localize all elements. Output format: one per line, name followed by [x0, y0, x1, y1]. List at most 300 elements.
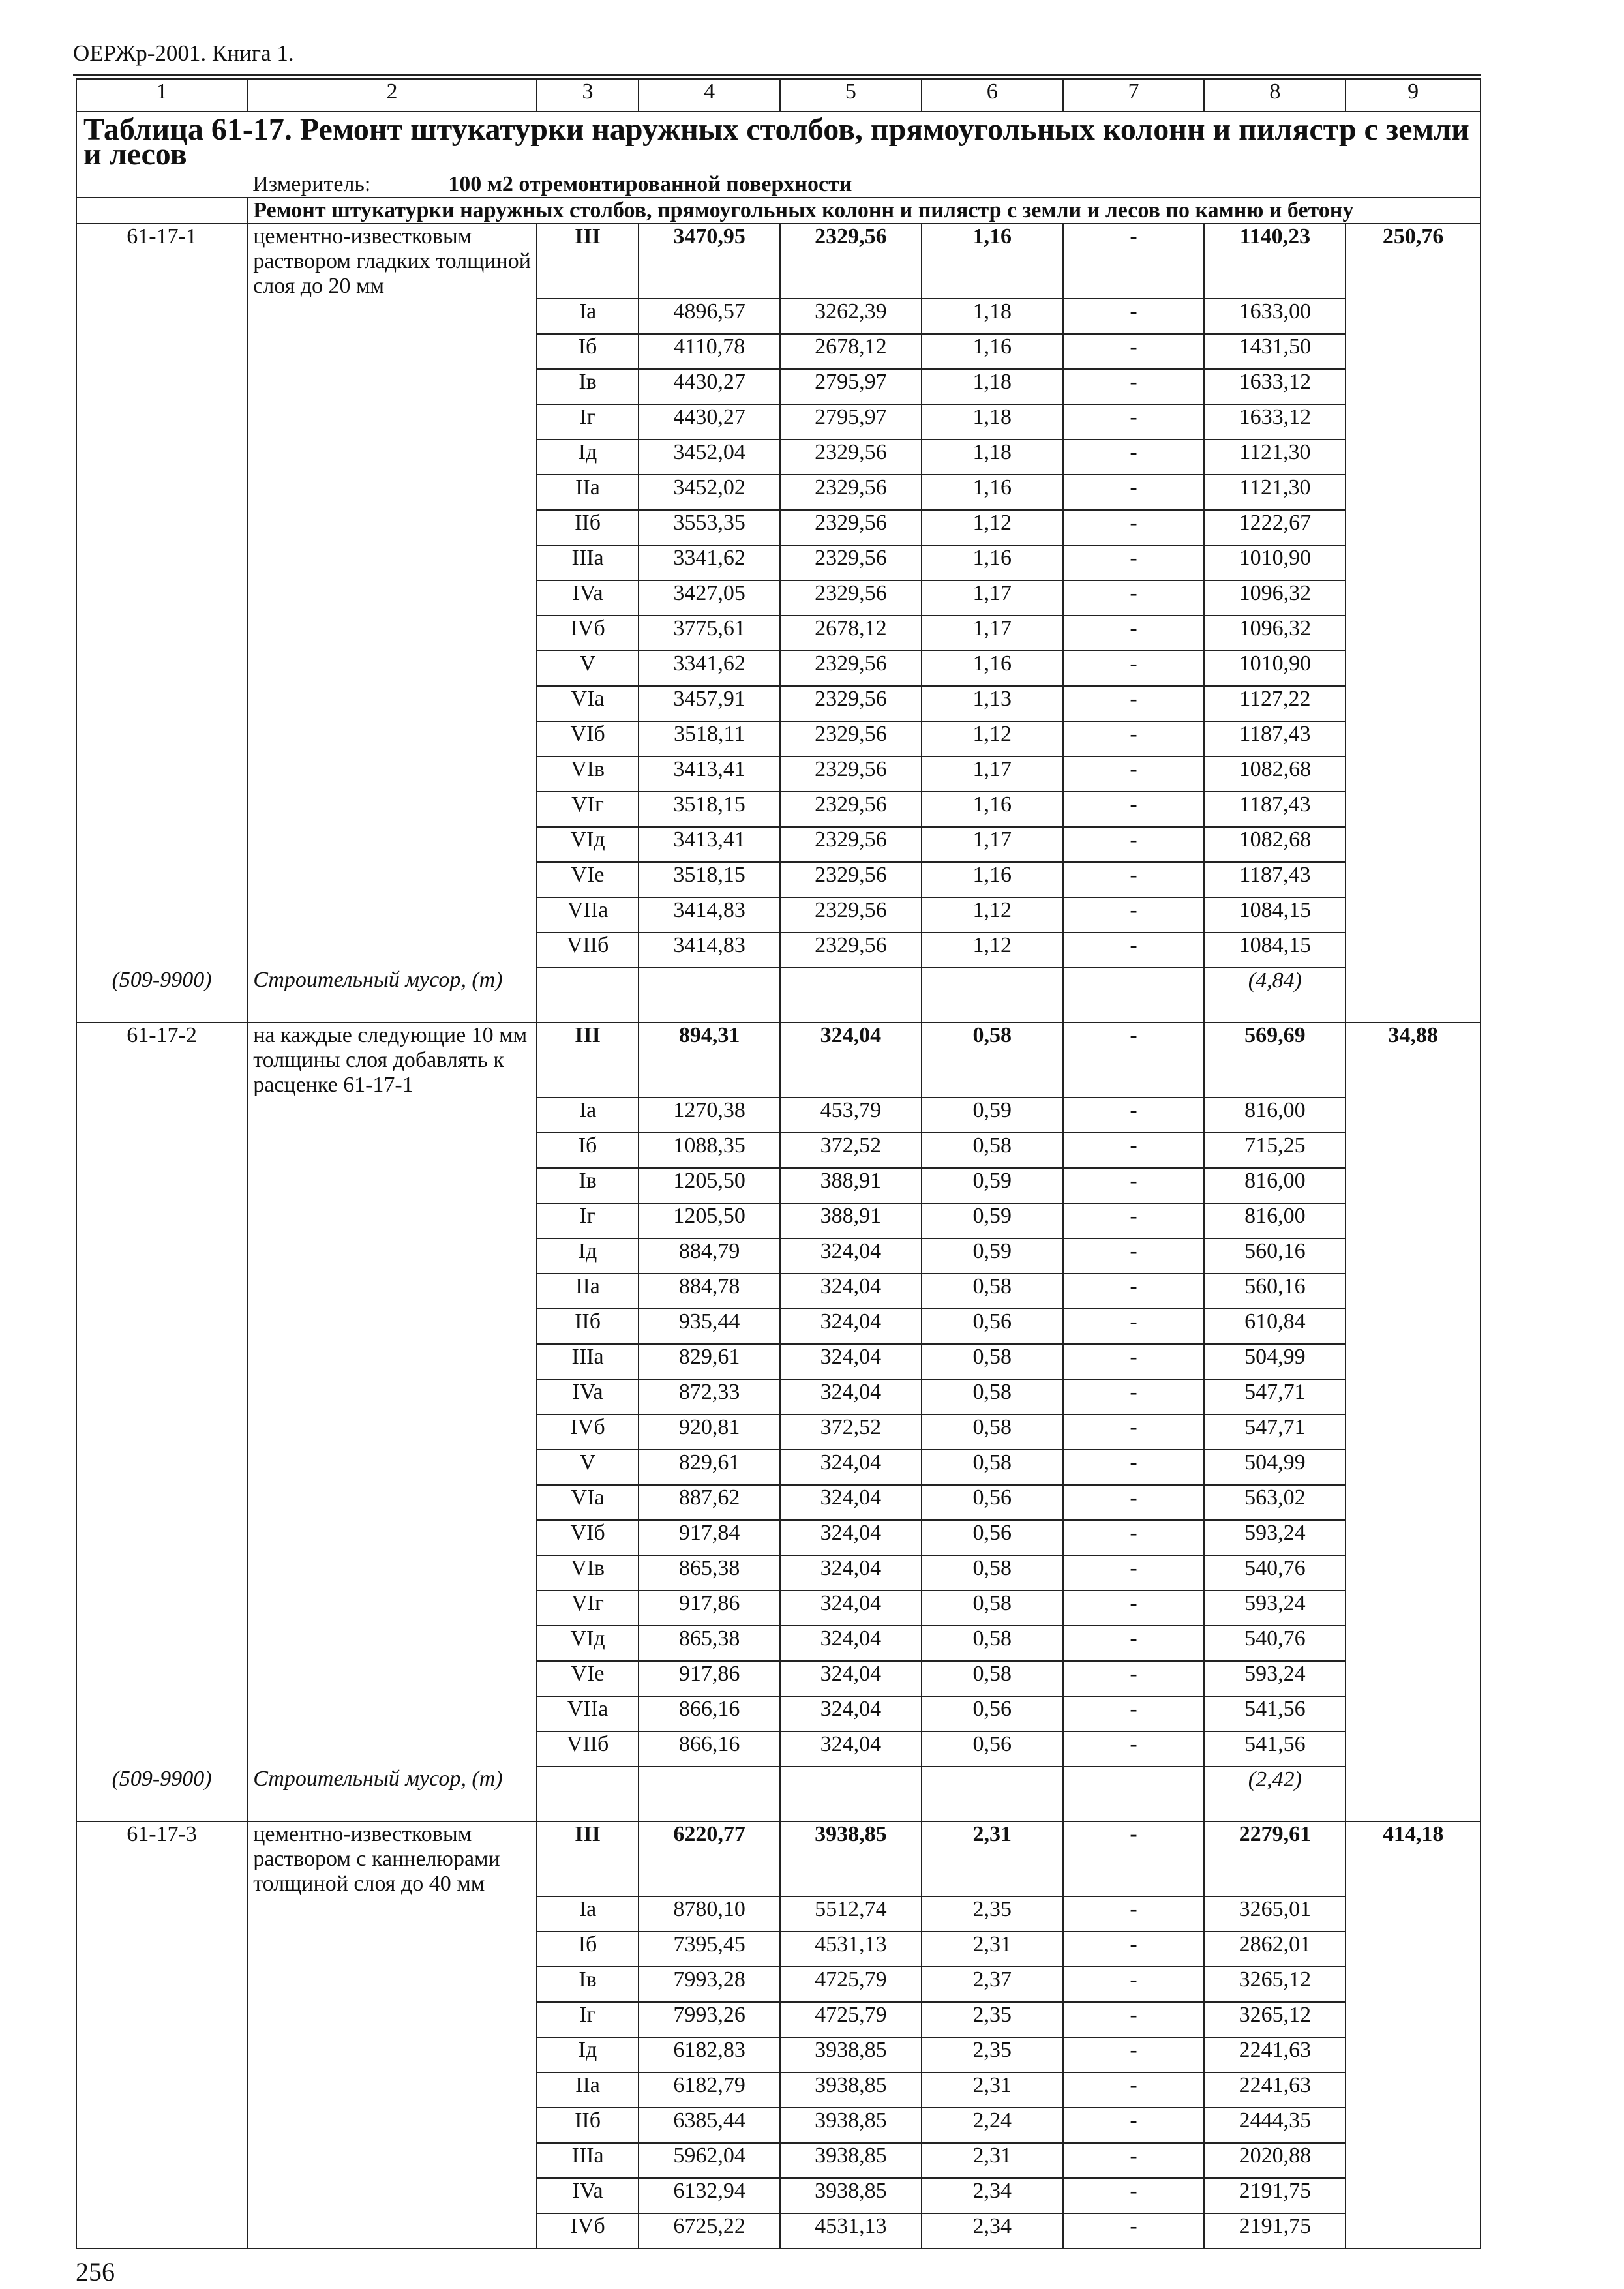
total-cost-cell: 3452,04 [639, 440, 780, 475]
total-cost-cell: 3775,61 [639, 616, 780, 651]
total-cost-cell: 7395,45 [639, 1932, 780, 1967]
rate-description-cell [247, 510, 537, 545]
machines-cell: 0,58 [922, 1133, 1063, 1168]
machines-cell: 1,18 [922, 440, 1063, 475]
rate-description-cell [247, 1379, 537, 1414]
zone-cell: VIб [537, 1520, 639, 1555]
drivers-wages-cell: - [1063, 1932, 1205, 1967]
total-cost-cell: 866,16 [639, 1731, 780, 1767]
zone-cell: VIIб [537, 933, 639, 968]
zone-cell: Iг [537, 404, 639, 440]
drivers-wages-cell: - [1063, 1696, 1205, 1731]
labor-cost-cell [1346, 1344, 1481, 1379]
zone-cell: Iб [537, 1133, 639, 1168]
materials-cell: 1187,43 [1204, 792, 1346, 827]
wages-cell: 324,04 [780, 1309, 922, 1344]
empty-cell [1346, 968, 1481, 1023]
material-value: (2,42) [1204, 1767, 1346, 1821]
machines-cell: 1,16 [922, 334, 1063, 369]
wages-cell: 388,91 [780, 1203, 922, 1238]
labor-cost-cell [1346, 616, 1481, 651]
machines-cell: 0,58 [922, 1023, 1063, 1098]
machines-cell: 1,12 [922, 510, 1063, 545]
labor-cost-cell [1346, 1485, 1481, 1520]
table-row [76, 1485, 1481, 1520]
materials-cell: 1084,15 [1204, 897, 1346, 933]
labor-cost-cell [1346, 651, 1481, 686]
rate-code-cell [76, 299, 247, 334]
materials-cell: 1127,22 [1204, 686, 1346, 721]
column-number: 9 [1346, 79, 1481, 112]
rate-description-cell [247, 1731, 537, 1767]
drivers-wages-cell: - [1063, 1414, 1205, 1450]
machines-cell: 0,59 [922, 1168, 1063, 1203]
machines-cell: 0,58 [922, 1344, 1063, 1379]
zone-cell: Ia [537, 299, 639, 334]
wages-cell: 2329,56 [780, 686, 922, 721]
materials-cell: 3265,12 [1204, 2002, 1346, 2037]
zone-cell: VIa [537, 686, 639, 721]
machines-cell: 0,58 [922, 1555, 1063, 1591]
machines-cell: 2,24 [922, 2108, 1063, 2143]
table-title: Таблица 61-17. Ремонт штукатурки наружных столбов, прямоугольных колонн и пилястр с земли и лесов [76, 112, 1481, 172]
materials-cell: 504,99 [1204, 1344, 1346, 1379]
table-row [76, 1168, 1481, 1203]
rate-description-cell [247, 1591, 537, 1626]
wages-cell: 2329,56 [780, 827, 922, 862]
table-row [76, 334, 1481, 369]
table-row [76, 224, 1481, 299]
rate-description-cell [247, 1238, 537, 1274]
rate-description-cell [247, 1555, 537, 1591]
materials-cell: 2241,63 [1204, 2037, 1346, 2072]
rate-code-cell [76, 545, 247, 580]
machines-cell: 2,31 [922, 1932, 1063, 1967]
wages-cell: 4725,79 [780, 1967, 922, 2002]
zone-cell: III [537, 1023, 639, 1098]
total-cost-cell: 8780,10 [639, 1896, 780, 1932]
wages-cell: 2329,56 [780, 792, 922, 827]
labor-cost-cell [1346, 1098, 1481, 1133]
total-cost-cell: 4430,27 [639, 369, 780, 404]
materials-cell: 540,76 [1204, 1626, 1346, 1661]
drivers-wages-cell: - [1063, 404, 1205, 440]
materials-cell: 1121,30 [1204, 440, 1346, 475]
machines-cell: 0,56 [922, 1485, 1063, 1520]
machines-cell: 2,35 [922, 2037, 1063, 2072]
materials-cell: 816,00 [1204, 1168, 1346, 1203]
machines-cell: 0,56 [922, 1309, 1063, 1344]
materials-cell: 2444,35 [1204, 2108, 1346, 2143]
drivers-wages-cell: - [1063, 440, 1205, 475]
total-cost-cell: 887,62 [639, 1485, 780, 1520]
labor-cost-cell [1346, 580, 1481, 616]
empty-cell [537, 1767, 639, 1821]
total-cost-cell: 935,44 [639, 1309, 780, 1344]
materials-cell: 1140,23 [1204, 224, 1346, 299]
total-cost-cell: 1205,50 [639, 1203, 780, 1238]
materials-cell: 593,24 [1204, 1661, 1346, 1696]
wages-cell: 2678,12 [780, 616, 922, 651]
materials-cell: 1082,68 [1204, 827, 1346, 862]
materials-cell: 1010,90 [1204, 545, 1346, 580]
machines-cell: 1,17 [922, 580, 1063, 616]
table-row [76, 1967, 1481, 2002]
machines-cell: 1,16 [922, 224, 1063, 299]
zone-cell: IVa [537, 2178, 639, 2213]
wages-cell: 2329,56 [780, 756, 922, 792]
materials-cell: 560,16 [1204, 1238, 1346, 1274]
wages-cell: 372,52 [780, 1133, 922, 1168]
materials-cell: 3265,12 [1204, 1967, 1346, 2002]
machines-cell: 1,12 [922, 721, 1063, 756]
rate-code-cell [76, 2178, 247, 2213]
machines-cell: 1,17 [922, 756, 1063, 792]
unit-cell [247, 172, 1481, 198]
zone-cell: IIIa [537, 545, 639, 580]
empty-cell [780, 968, 922, 1023]
total-cost-cell: 3341,62 [639, 545, 780, 580]
table-row [76, 1414, 1481, 1450]
total-cost-cell: 3413,41 [639, 756, 780, 792]
table-row [76, 616, 1481, 651]
labor-cost-cell [1346, 897, 1481, 933]
material-code: (509-9900) [76, 968, 247, 1023]
rate-description-cell [247, 1274, 537, 1309]
materials-cell: 1096,32 [1204, 616, 1346, 651]
table-row [76, 2213, 1481, 2249]
column-number: 2 [247, 79, 537, 112]
rate-code-cell [76, 369, 247, 404]
rate-description-cell [247, 475, 537, 510]
labor-cost-cell [1346, 1731, 1481, 1767]
total-cost-cell: 3427,05 [639, 580, 780, 616]
labor-cost-cell [1346, 404, 1481, 440]
drivers-wages-cell: - [1063, 224, 1205, 299]
materials-cell: 3265,01 [1204, 1896, 1346, 1932]
drivers-wages-cell: - [1063, 2143, 1205, 2178]
total-cost-cell: 6220,77 [639, 1821, 780, 1896]
table-row [76, 2108, 1481, 2143]
zone-cell: Iв [537, 369, 639, 404]
rate-code-cell [76, 1696, 247, 1731]
column-number: 3 [537, 79, 639, 112]
total-cost-cell: 5962,04 [639, 2143, 780, 2178]
rate-description-cell [247, 756, 537, 792]
wages-cell: 2329,56 [780, 721, 922, 756]
drivers-wages-cell: - [1063, 334, 1205, 369]
rate-description-cell [247, 1626, 537, 1661]
rate-code-cell [76, 1967, 247, 2002]
rate-description-cell: цементно-известковым раствором гладких толщиной слоя до 20 мм [247, 224, 537, 299]
wages-cell: 324,04 [780, 1485, 922, 1520]
rate-description-cell [247, 369, 537, 404]
total-cost-cell: 872,33 [639, 1379, 780, 1414]
total-cost-cell: 920,81 [639, 1414, 780, 1450]
table-row [76, 1344, 1481, 1379]
rate-description-cell [247, 1203, 537, 1238]
machines-cell: 0,58 [922, 1414, 1063, 1450]
labor-cost-cell [1346, 1661, 1481, 1696]
rate-description-cell [247, 1098, 537, 1133]
wages-cell: 2329,56 [780, 651, 922, 686]
materials-cell: 547,71 [1204, 1414, 1346, 1450]
rate-description-cell [247, 1168, 537, 1203]
rate-description-cell [247, 1696, 537, 1731]
rate-description-cell [247, 933, 537, 968]
total-cost-cell: 3470,95 [639, 224, 780, 299]
rate-description-cell [247, 2002, 537, 2037]
drivers-wages-cell: - [1063, 2213, 1205, 2249]
rate-code-cell [76, 2072, 247, 2108]
wages-cell: 2329,56 [780, 933, 922, 968]
total-cost-cell: 3452,02 [639, 475, 780, 510]
labor-cost-cell: 34,88 [1346, 1023, 1481, 1098]
material-name: Строительный мусор, (т) [247, 968, 537, 1023]
empty-cell [922, 968, 1063, 1023]
header-rule [73, 74, 1481, 76]
zone-cell: VIв [537, 1555, 639, 1591]
material-row [76, 968, 1481, 1023]
wages-cell: 5512,74 [780, 1896, 922, 1932]
rate-description-cell [247, 545, 537, 580]
wages-cell: 324,04 [780, 1450, 922, 1485]
rate-description-cell [247, 721, 537, 756]
machines-cell: 1,12 [922, 933, 1063, 968]
zone-cell: IIб [537, 2108, 639, 2143]
rate-code-cell [76, 1379, 247, 1414]
materials-cell: 540,76 [1204, 1555, 1346, 1591]
labor-cost-cell [1346, 1626, 1481, 1661]
table-row [76, 1023, 1481, 1098]
zone-cell: VIe [537, 862, 639, 897]
table-row [76, 404, 1481, 440]
zone-cell: VIa [537, 1485, 639, 1520]
total-cost-cell: 3414,83 [639, 933, 780, 968]
zone-cell: VIг [537, 792, 639, 827]
total-cost-cell: 4896,57 [639, 299, 780, 334]
rate-code-cell [76, 827, 247, 862]
rate-code-cell [76, 1238, 247, 1274]
labor-cost-cell [1346, 2143, 1481, 2178]
zone-cell: VIIб [537, 1731, 639, 1767]
total-cost-cell: 917,84 [639, 1520, 780, 1555]
labor-cost-cell [1346, 1274, 1481, 1309]
labor-cost-cell [1346, 1168, 1481, 1203]
machines-cell: 1,12 [922, 897, 1063, 933]
machines-cell: 1,16 [922, 651, 1063, 686]
machines-cell: 0,56 [922, 1520, 1063, 1555]
zone-cell: Iд [537, 2037, 639, 2072]
zone-cell: VIб [537, 721, 639, 756]
total-cost-cell: 3413,41 [639, 827, 780, 862]
drivers-wages-cell: - [1063, 1896, 1205, 1932]
materials-cell: 2241,63 [1204, 2072, 1346, 2108]
drivers-wages-cell: - [1063, 897, 1205, 933]
materials-cell: 2191,75 [1204, 2178, 1346, 2213]
drivers-wages-cell: - [1063, 299, 1205, 334]
machines-cell: 2,31 [922, 2072, 1063, 2108]
machines-cell: 1,16 [922, 475, 1063, 510]
rate-description-cell [247, 1932, 537, 1967]
drivers-wages-cell: - [1063, 1309, 1205, 1344]
table-row [76, 1555, 1481, 1591]
table-row [76, 1309, 1481, 1344]
total-cost-cell: 7993,26 [639, 2002, 780, 2037]
wages-cell: 324,04 [780, 1344, 922, 1379]
wages-cell: 2329,56 [780, 475, 922, 510]
wages-cell: 4531,13 [780, 2213, 922, 2249]
labor-cost-cell [1346, 862, 1481, 897]
zone-cell: VIд [537, 827, 639, 862]
wages-cell: 324,04 [780, 1731, 922, 1767]
total-cost-cell: 3457,91 [639, 686, 780, 721]
drivers-wages-cell: - [1063, 2108, 1205, 2143]
table-row [76, 1591, 1481, 1626]
materials-cell: 504,99 [1204, 1450, 1346, 1485]
table-row [76, 1520, 1481, 1555]
table-row [76, 475, 1481, 510]
labor-cost-cell [1346, 721, 1481, 756]
wages-cell: 4725,79 [780, 2002, 922, 2037]
rate-description-cell [247, 1967, 537, 2002]
labor-cost-cell [1346, 827, 1481, 862]
rate-code-cell [76, 1168, 247, 1203]
labor-cost-cell [1346, 1238, 1481, 1274]
rate-code-cell [76, 1274, 247, 1309]
rate-code-cell [76, 862, 247, 897]
column-number: 4 [639, 79, 780, 112]
labor-cost-cell [1346, 2037, 1481, 2072]
material-row [76, 1767, 1481, 1821]
zone-cell: V [537, 1450, 639, 1485]
zone-cell: Iд [537, 1238, 639, 1274]
rate-code-cell: 61-17-3 [76, 1821, 247, 1896]
unit-label: Измеритель: [252, 172, 371, 196]
rate-code-cell [76, 1309, 247, 1344]
zone-cell: VIг [537, 1591, 639, 1626]
rate-code-cell [76, 1485, 247, 1520]
table-row [76, 1626, 1481, 1661]
labor-cost-cell [1346, 2108, 1481, 2143]
zone-cell: Iг [537, 1203, 639, 1238]
labor-cost-cell [1346, 1555, 1481, 1591]
drivers-wages-cell: - [1063, 1098, 1205, 1133]
labor-cost-cell [1346, 686, 1481, 721]
materials-cell: 563,02 [1204, 1485, 1346, 1520]
zone-cell: Ia [537, 1896, 639, 1932]
wages-cell: 2329,56 [780, 224, 922, 299]
rate-code-cell [76, 2143, 247, 2178]
empty-cell [780, 1767, 922, 1821]
table-row [76, 2178, 1481, 2213]
table-row [76, 721, 1481, 756]
rate-description-cell [247, 616, 537, 651]
table-row [76, 369, 1481, 404]
drivers-wages-cell: - [1063, 2037, 1205, 2072]
labor-cost-cell [1346, 1896, 1481, 1932]
zone-cell: Ia [537, 1098, 639, 1133]
zone-cell: Iв [537, 1168, 639, 1203]
table-row [76, 651, 1481, 686]
materials-cell: 2862,01 [1204, 1932, 1346, 1967]
rate-description-cell [247, 1414, 537, 1450]
wages-cell: 3938,85 [780, 2037, 922, 2072]
rate-description-cell [247, 2213, 537, 2249]
drivers-wages-cell: - [1063, 1485, 1205, 1520]
zone-cell: Iб [537, 1932, 639, 1967]
materials-cell: 1096,32 [1204, 580, 1346, 616]
labor-cost-cell [1346, 1591, 1481, 1626]
zone-cell: VIIa [537, 1696, 639, 1731]
zone-cell: IIa [537, 1274, 639, 1309]
materials-cell: 593,24 [1204, 1520, 1346, 1555]
materials-cell: 1431,50 [1204, 334, 1346, 369]
materials-cell: 1633,00 [1204, 299, 1346, 334]
labor-cost-cell [1346, 1309, 1481, 1344]
zone-cell: VIв [537, 756, 639, 792]
total-cost-cell: 1270,38 [639, 1098, 780, 1133]
rate-description-cell [247, 1450, 537, 1485]
rate-code-cell [76, 510, 247, 545]
drivers-wages-cell: - [1063, 1203, 1205, 1238]
table-row [76, 545, 1481, 580]
wages-cell: 372,52 [780, 1414, 922, 1450]
rate-description-cell [247, 1661, 537, 1696]
total-cost-cell: 1088,35 [639, 1133, 780, 1168]
drivers-wages-cell: - [1063, 862, 1205, 897]
rate-code-cell [76, 2002, 247, 2037]
table-row [76, 862, 1481, 897]
rate-description-cell [247, 2143, 537, 2178]
rate-code-cell [76, 1520, 247, 1555]
machines-cell: 1,13 [922, 686, 1063, 721]
unit-value: 100 м2 отремонтированной поверхности [448, 172, 852, 196]
labor-cost-cell [1346, 545, 1481, 580]
drivers-wages-cell: - [1063, 827, 1205, 862]
machines-cell: 1,16 [922, 862, 1063, 897]
rate-description-cell [247, 651, 537, 686]
zone-cell: IIa [537, 475, 639, 510]
wages-cell: 324,04 [780, 1379, 922, 1414]
section-title-row [76, 198, 1481, 224]
rate-description-cell [247, 827, 537, 862]
zone-cell: IIб [537, 1309, 639, 1344]
machines-cell: 0,59 [922, 1203, 1063, 1238]
machines-cell: 0,56 [922, 1696, 1063, 1731]
zone-cell: IIIa [537, 1344, 639, 1379]
rate-code-cell [76, 1344, 247, 1379]
column-number-row [76, 79, 1481, 112]
table-row [76, 1932, 1481, 1967]
total-cost-cell: 3414,83 [639, 897, 780, 933]
labor-cost-cell: 414,18 [1346, 1821, 1481, 1896]
total-cost-cell: 7993,28 [639, 1967, 780, 2002]
total-cost-cell: 4110,78 [639, 334, 780, 369]
column-number: 5 [780, 79, 922, 112]
rate-code-cell: 61-17-2 [76, 1023, 247, 1098]
zone-cell: IVб [537, 616, 639, 651]
rate-description-cell [247, 2037, 537, 2072]
materials-cell: 610,84 [1204, 1309, 1346, 1344]
table-row [76, 1274, 1481, 1309]
drivers-wages-cell: - [1063, 2002, 1205, 2037]
rate-code-cell [76, 1555, 247, 1591]
rate-code-cell [76, 1932, 247, 1967]
rate-code-cell [76, 580, 247, 616]
table-row [76, 756, 1481, 792]
table-row [76, 1450, 1481, 1485]
